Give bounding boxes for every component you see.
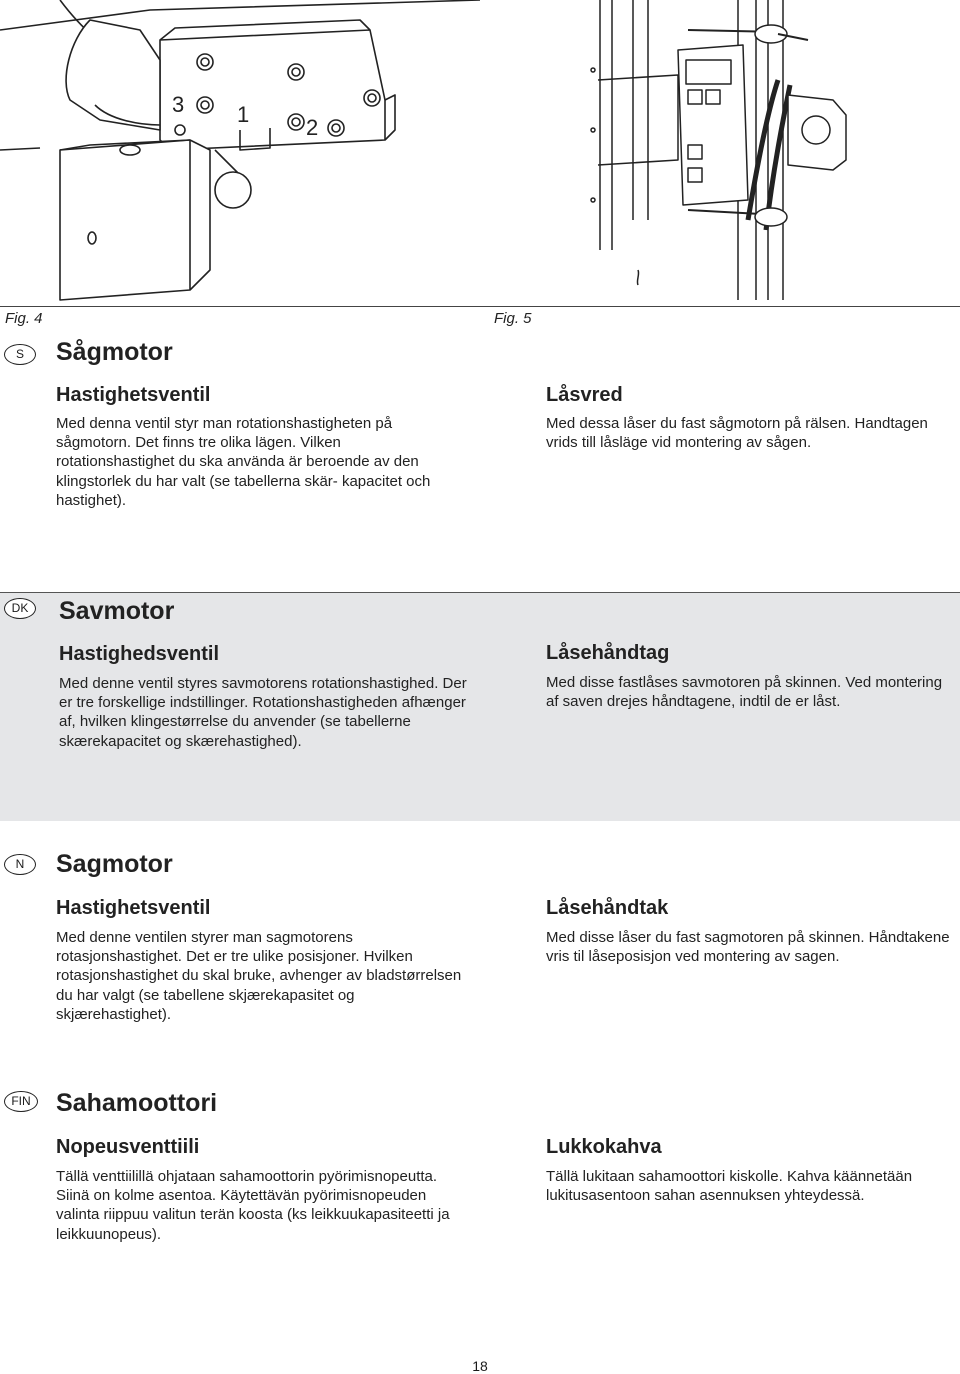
page-number: 18 xyxy=(472,1358,488,1374)
right-heading-n: Låsehåndtak xyxy=(546,897,669,919)
figure-divider xyxy=(0,306,960,307)
right-heading-s: Låsvred xyxy=(546,384,623,406)
fig5-illustration xyxy=(578,0,960,308)
right-heading-fin: Lukkokahva xyxy=(546,1136,662,1158)
right-body-s: Med dessa låser du fast sågmotorn på rälsen. Handtagen vrids till låsläge vid montering av sågen. xyxy=(546,415,928,452)
left-heading-n: Hastighetsventil xyxy=(56,897,211,919)
left-body-dk: Med denne ventil styres savmotorens rotationshastighed. Der er tre forskellige indstillinger. Rotationshastigheden afhænger af, hvilken klingestørrelse du anvender (se tabellerne skærekapacitet og skærehastighed). xyxy=(59,675,467,750)
left-heading-dk: Hastighedsventil xyxy=(59,643,220,665)
right-body-dk: Med disse fastlåses savmotoren på skinnen. Ved montering af saven drejes håndtagene, indtil de er låst. xyxy=(546,674,943,711)
fig5-label: Fig. 5 xyxy=(494,310,532,327)
right-body-n: Med disse låser du fast sagmotoren på skinnen. Håndtakene vris til låseposisjon ved montering av sagen. xyxy=(546,929,950,966)
lang-badge-dk: DK xyxy=(4,598,36,619)
section-title-s: Sågmotor xyxy=(56,338,173,366)
fig4-callout-2: 2 xyxy=(306,115,319,140)
section-title-fin: Sahamoottori xyxy=(56,1089,218,1117)
section-title-dk: Savmotor xyxy=(59,597,175,625)
left-heading-fin: Nopeusventtiili xyxy=(56,1136,200,1158)
lang-badge-fin: FIN xyxy=(4,1091,38,1112)
figure-5 xyxy=(578,0,960,308)
section-title-n: Sagmotor xyxy=(56,850,173,878)
left-body-n: Med denne ventilen styrer man sagmotorens rotasjonshastighet. Det er tre ulike posisjoner. Hvilken rotasjonshastighet du skal bruke, avhenger av bladstørrelsen du har valgt (se tabellene skjærekapasitet og skjærehastighet). xyxy=(56,929,462,1023)
fig4-callout-3: 3 xyxy=(172,92,185,117)
left-body-fin: Tällä venttiilillä ohjataan sahamoottorin pyörimisnopeutta. Siinä on kolme asentoa. Käytettävän pyörimisnopeuden valinta riippuu valitun terän koosta (ks leikkuukapasiteetti ja leikkuunopeus). xyxy=(56,1168,450,1243)
figure-4 xyxy=(0,0,480,308)
fig4-illustration xyxy=(0,0,480,308)
lang-badge-s: S xyxy=(4,344,36,365)
right-heading-dk: Låsehåndtag xyxy=(546,642,670,664)
lang-badge-n: N xyxy=(4,854,36,875)
left-heading-s: Hastighetsventil xyxy=(56,384,211,406)
fig4-callout-1: 1 xyxy=(237,102,250,127)
left-body-s: Med denna ventil styr man rotationshastigheten på sågmotorn. Det finns tre olika lägen. Vilken rotationshastighet du ska använda är beroende av den klingstorlek du har valt (se tabellerna skär- kapacitet och hastighet). xyxy=(56,415,431,509)
fig4-label: Fig. 4 xyxy=(5,310,43,327)
right-body-fin: Tällä lukitaan sahamoottori kiskolle. Kahva käännetään lukitusasentoon sahan asennuksen yhteydessä. xyxy=(546,1168,913,1205)
